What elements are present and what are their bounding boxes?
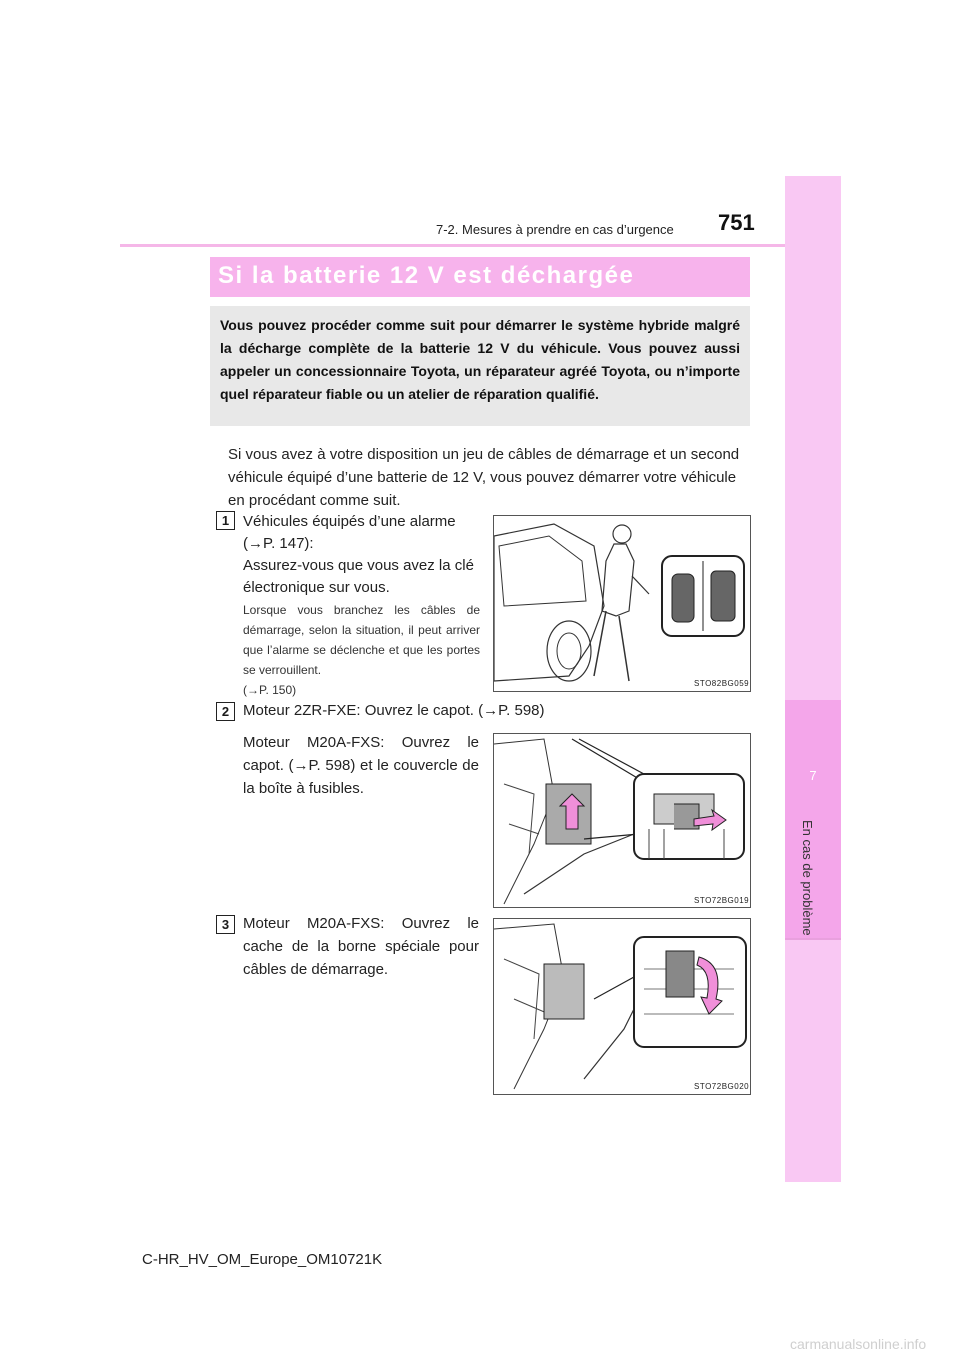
header-rule — [120, 244, 841, 247]
step-number-2: 2 — [216, 702, 235, 721]
figure-code-2: STO72BG019 — [694, 896, 750, 905]
watermark: carmanualsonline.info — [790, 1336, 927, 1352]
step-1-line-3: Assurez-vous que vous avez la clé — [243, 557, 474, 574]
step-1-note-text: Lorsque vous branchez les câbles de démarrage, selon la situation, il peut arriver que l’alarme se déclenche et que les portes se verrouillent. — [243, 603, 480, 677]
step-number-1: 1 — [216, 511, 235, 530]
step-1-note — [243, 600, 480, 700]
step-number-3: 3 — [216, 915, 235, 934]
document-footer: C-HR_HV_OM_Europe_OM10721K — [142, 1251, 383, 1268]
intro-box — [210, 306, 750, 426]
figure-key-alarm — [493, 515, 751, 692]
step-1-line-2: (→P. 147): — [243, 535, 314, 552]
fuse-box-illustration — [494, 734, 750, 907]
figure-code-1: STO82BG059 — [694, 679, 750, 688]
step-2-text-b: Moteur M20A-FXS: Ouvrez le capot. (→P. 598) et le couvercle de la boîte à fusibles. — [243, 734, 479, 797]
chapter-number: 7 — [809, 768, 817, 783]
figure-code-3: STO72BG020 — [694, 1082, 750, 1091]
jump-terminal-illustration — [494, 919, 750, 1094]
chapter-title — [800, 820, 820, 940]
section-title: Si la batterie 12 V est déchargée — [218, 262, 635, 289]
step-1-line-1: Véhicules équipés d’une alarme — [243, 513, 456, 530]
chapter-side-tab — [785, 176, 841, 1182]
step-2-text-a: Moteur 2ZR-FXE: Ouvrez le capot. (→P. 598) — [243, 702, 545, 719]
key-alarm-illustration — [494, 516, 750, 691]
step-1-line-4: électronique sur vous. — [243, 579, 390, 596]
step-1-note-ref: (→P. 150) — [243, 683, 297, 697]
body-paragraph: Si vous avez à votre disposition un jeu de câbles de démarrage et un second véhicule équipé d’une batterie de 12 V, vous pouvez démarrer votre véhicule en procédant comme suit. — [228, 446, 740, 509]
step-1-text — [243, 511, 483, 599]
chapter-title-text: En cas de problème — [800, 820, 815, 936]
step-3-text: Moteur M20A-FXS: Ouvrez le cache de la borne spéciale pour câbles de démarrage. — [243, 915, 479, 978]
page-number: 751 — [718, 210, 755, 235]
figure-jump-terminal — [493, 918, 751, 1095]
section-reference: 7-2. Mesures à prendre en cas d’urgence — [436, 222, 674, 237]
figure-fuse-box — [493, 733, 751, 908]
intro-text: Vous pouvez procéder comme suit pour démarrer le système hybride malgré la décharge complète de la batterie 12 V du véhicule. Vous pouvez aussi appeler un concessionnaire Toyota, un réparateur agréé Toyota, ou n’importe quel réparateur fiable ou un atelier de réparation qualifié. — [220, 317, 740, 402]
